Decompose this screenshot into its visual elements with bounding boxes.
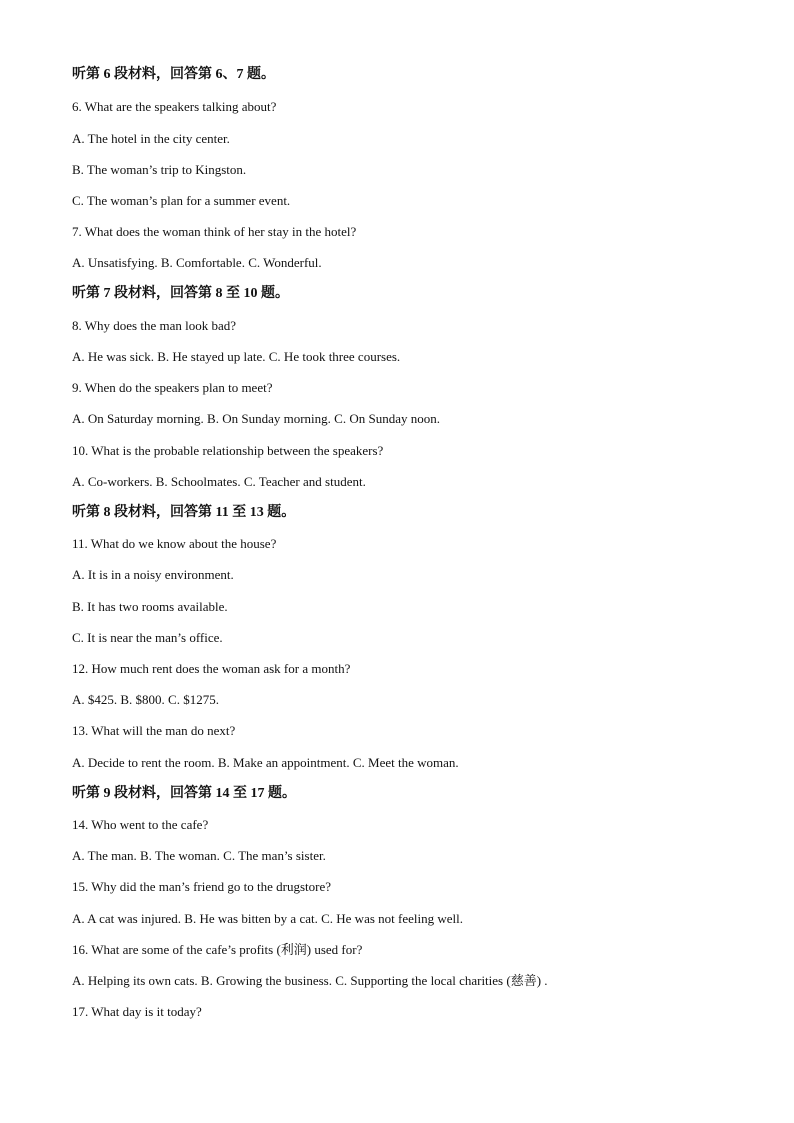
question-text: 7. What does the woman think of her stay in the hotel?: [72, 224, 357, 239]
question-text: 12. How much rent does the woman ask for a month?: [72, 661, 351, 676]
answer-option: A. The hotel in the city center.: [72, 131, 230, 146]
answer-option: A. It is in a noisy environment.: [72, 567, 234, 582]
question-text: 16. What are some of the cafe’s profits (利润) used for?: [72, 942, 363, 957]
question-text: 10. What is the probable relationship between the speakers?: [72, 443, 384, 458]
answer-options: A. A cat was injured. B. He was bitten by a cat. C. He was not feeling well.: [72, 911, 463, 926]
answer-options: A. Decide to rent the room. B. Make an appointment. C. Meet the woman.: [72, 755, 459, 770]
section-heading: 听第 8 段材料，回答第 11 至 13 题。: [72, 505, 296, 520]
question-text: 13. What will the man do next?: [72, 723, 236, 738]
answer-options: A. Unsatisfying. B. Comfortable. C. Wonderful.: [72, 255, 322, 270]
question-text: 9. When do the speakers plan to meet?: [72, 380, 273, 395]
question-text: 15. Why did the man’s friend go to the drugstore?: [72, 879, 331, 894]
answer-options: A. Helping its own cats. B. Growing the business. C. Supporting the local charities (慈善) .: [72, 973, 548, 988]
section-heading: 听第 6 段材料，回答第 6、7 题。: [72, 67, 275, 82]
question-text: 11. What do we know about the house?: [72, 536, 277, 551]
answer-option: C. The woman’s plan for a summer event.: [72, 193, 291, 208]
question-text: 17. What day is it today?: [72, 1004, 202, 1019]
question-text: 14. Who went to the cafe?: [72, 817, 209, 832]
answer-option: B. It has two rooms available.: [72, 599, 228, 614]
answer-options: A. The man. B. The woman. C. The man’s sister.: [72, 848, 326, 863]
question-text: 8. Why does the man look bad?: [72, 318, 237, 333]
section-heading: 听第 7 段材料，回答第 8 至 10 题。: [72, 286, 289, 301]
answer-options: A. On Saturday morning. B. On Sunday morning. C. On Sunday noon.: [72, 411, 440, 426]
section-heading: 听第 9 段材料，回答第 14 至 17 题。: [72, 786, 296, 801]
answer-options: A. $425. B. $800. C. $1275.: [72, 692, 219, 707]
answer-option: C. It is near the man’s office.: [72, 630, 223, 645]
question-text: 6. What are the speakers talking about?: [72, 99, 277, 114]
answer-options: A. He was sick. B. He stayed up late. C. He took three courses.: [72, 349, 401, 364]
answer-option: B. The woman’s trip to Kingston.: [72, 162, 247, 177]
answer-options: A. Co-workers. B. Schoolmates. C. Teacher and student.: [72, 474, 366, 489]
